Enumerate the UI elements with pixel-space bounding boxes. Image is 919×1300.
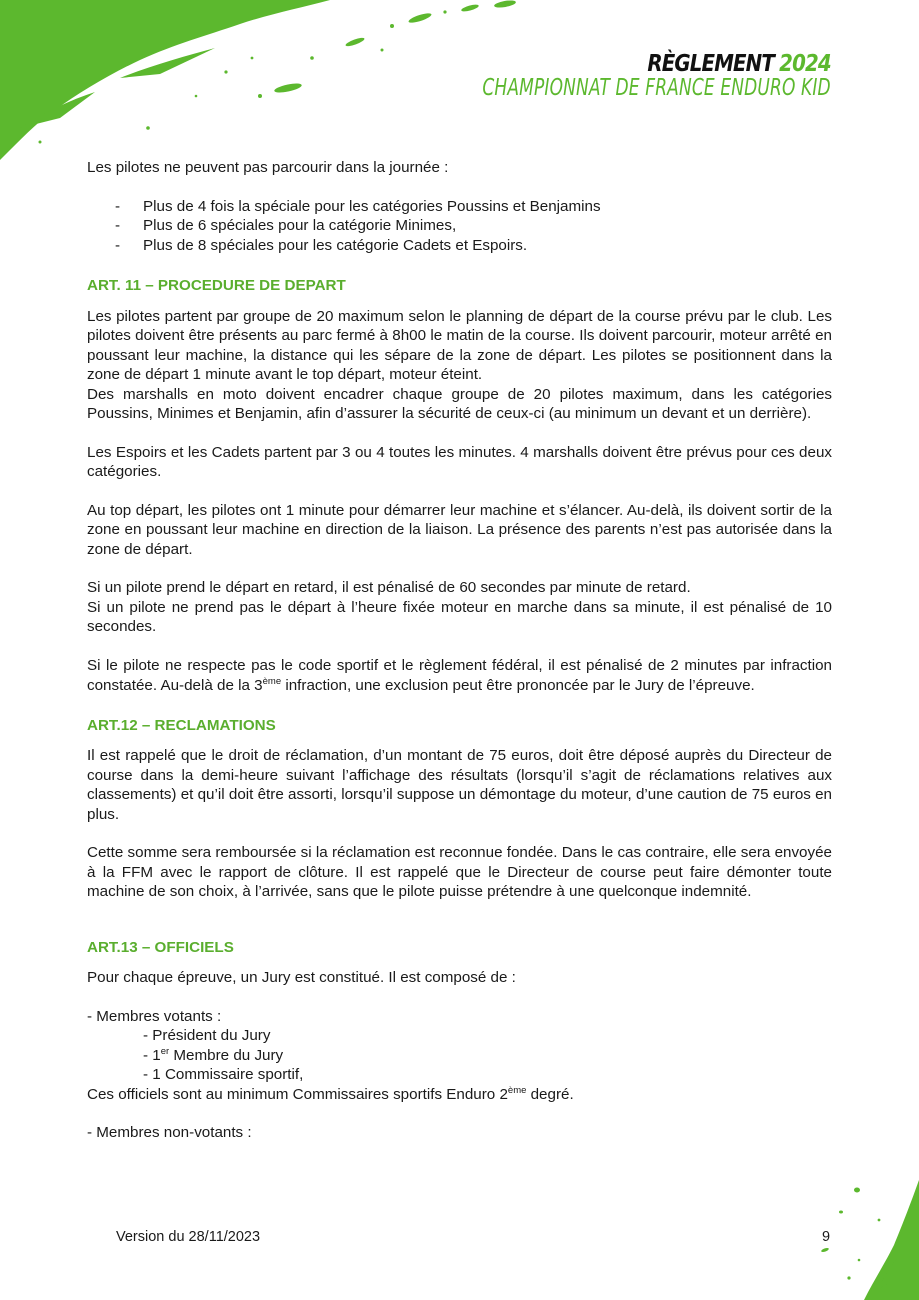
superscript-eme: ème [507,1084,527,1096]
art11-p7-text-start: Si le pilote ne respecte pas le code sportif et le règlement fédéral, il est pénalisé de 2 minutes par infraction constatée. Au-delà de la 3 [87,656,832,694]
list-item-text: Plus de 4 fois la spéciale pour les catégories Poussins et Benjamins [143,197,601,215]
superscript-er: er [160,1045,170,1057]
non-voting-members-title: - Membres non-votants : [87,1124,252,1141]
art12-paragraph-2: Cette somme sera remboursée si la réclamation est reconnue fondée. Dans le cas contraire, elle sera envoyée à la FFM avec le rapport de clôture. Il est rappelé que le Directeur de course peut faire démonter toute machine de son choix, à l’arrivée, sans que le pilote puisse prétendre à une quelconque indemnité. [87,844,832,900]
art11-paragraph-7 [87,656,832,697]
footer-version: Version du 28/11/2023 [116,1229,261,1245]
document-body [87,158,832,1143]
document-header [360,52,831,100]
intro-paragraph: Les pilotes ne peuvent pas parcourir dans la journée : [87,159,449,176]
list-item [87,216,832,236]
art11-paragraph-1: Les pilotes partent par groupe de 20 maximum selon le planning de départ de la course prévu par le club. Les pilotes doivent être présents au parc fermé à 8h00 le matin de la course. Ils doivent parcourir, moteur arrêté en poussant leur machine, la distance qui les sépare de la zone de départ. Les pilotes se positionnent dans la zone de départ 1 minute avant le top départ, moteur éteint. [87,307,832,383]
list-item-text: Plus de 6 spéciales pour la catégorie Minimes, [143,217,457,234]
voting-member-president: - Président du Jury [143,1027,271,1044]
header-title [426,52,831,76]
art12-paragraph-1: Il est rappelé que le droit de réclamation, d’un montant de 75 euros, doit être déposé auprès du Directeur de course dans la demi-heure suivant l’affichage des résultats (lorsqu’il s’agit de réclamations relatives aux classements) et qu’il doit être assorti, lorsqu’il suppose un démontage du moteur, d’une caution de 75 euros en plus. [87,747,832,823]
voting-member-first-post: Membre du Jury [169,1046,284,1064]
art11-paragraph-5: Si un pilote prend le départ en retard, il est pénalisé de 60 secondes par minute de retard. [87,579,691,596]
header-subtitle: CHAMPIONNAT DE FRANCE ENDURO KID [482,75,831,101]
voting-member-first [87,1046,832,1066]
list-item [87,197,832,217]
officials-text-start: Ces officiels sont au minimum Commissaires sportifs Enduro 2 [87,1085,508,1103]
header-title-word: RÈGLEMENT [647,51,775,77]
art13-paragraph-1: Pour chaque épreuve, un Jury est constitué. Il est composé de : [87,969,516,986]
superscript-eme: ème [262,676,282,687]
list-item [87,236,832,256]
art11-paragraph-4: Au top départ, les pilotes ont 1 minute pour démarrer leur machine et s’élancer. Au-delà, ils doivent sortir de la zone en poussant leur machine en direction de la liaison. La présence des parents n’est pas autorisée dans la zone de départ. [87,501,832,558]
art11-paragraph-6: Si un pilote ne prend pas le départ à l’heure fixée moteur en marche dans sa minute, il est pénalisé de 10 secondes. [87,598,832,635]
art13-heading: ART.13 – OFFICIELS [87,938,234,956]
officials-text-end: degré. [526,1085,574,1103]
art11-p7-text-end: infraction, une exclusion peut être prononcée par le Jury de l’épreuve. [281,677,755,694]
bullet-dash: - [115,217,121,234]
bullet-dash: - [115,236,121,254]
art11-paragraph-2: Des marshalls en moto doivent encadrer chaque groupe de 20 pilotes maximum, dans les catégories Poussins, Minimes et Benjamin, afin d’assurer la sécurité de ceux-ci (au minimum un devant et un derrière). [87,385,832,422]
art11-paragraph-3: Les Espoirs et les Cadets partent par 3 ou 4 toutes les minutes. 4 marshalls doivent être prévus pour ces deux catégories. [87,443,832,480]
officials-requirement [87,1085,832,1105]
page-number: 9 [822,1229,831,1245]
voting-members-title: - Membres votants : [87,1007,222,1025]
art11-heading: ART. 11 – PROCEDURE DE DEPART [87,277,346,294]
voting-member-first-pre: - 1 [143,1046,161,1064]
header-title-year: 2024 [779,51,831,77]
limits-list [87,197,832,256]
green-brush-splash-bottom [759,1180,919,1300]
bullet-dash: - [115,197,121,215]
voting-member-commissioner: - 1 Commissaire sportif, [143,1066,304,1083]
art12-heading: ART.12 – RECLAMATIONS [87,716,276,734]
list-item-text: Plus de 8 spéciales pour les catégorie Cadets et Espoirs. [143,236,528,254]
